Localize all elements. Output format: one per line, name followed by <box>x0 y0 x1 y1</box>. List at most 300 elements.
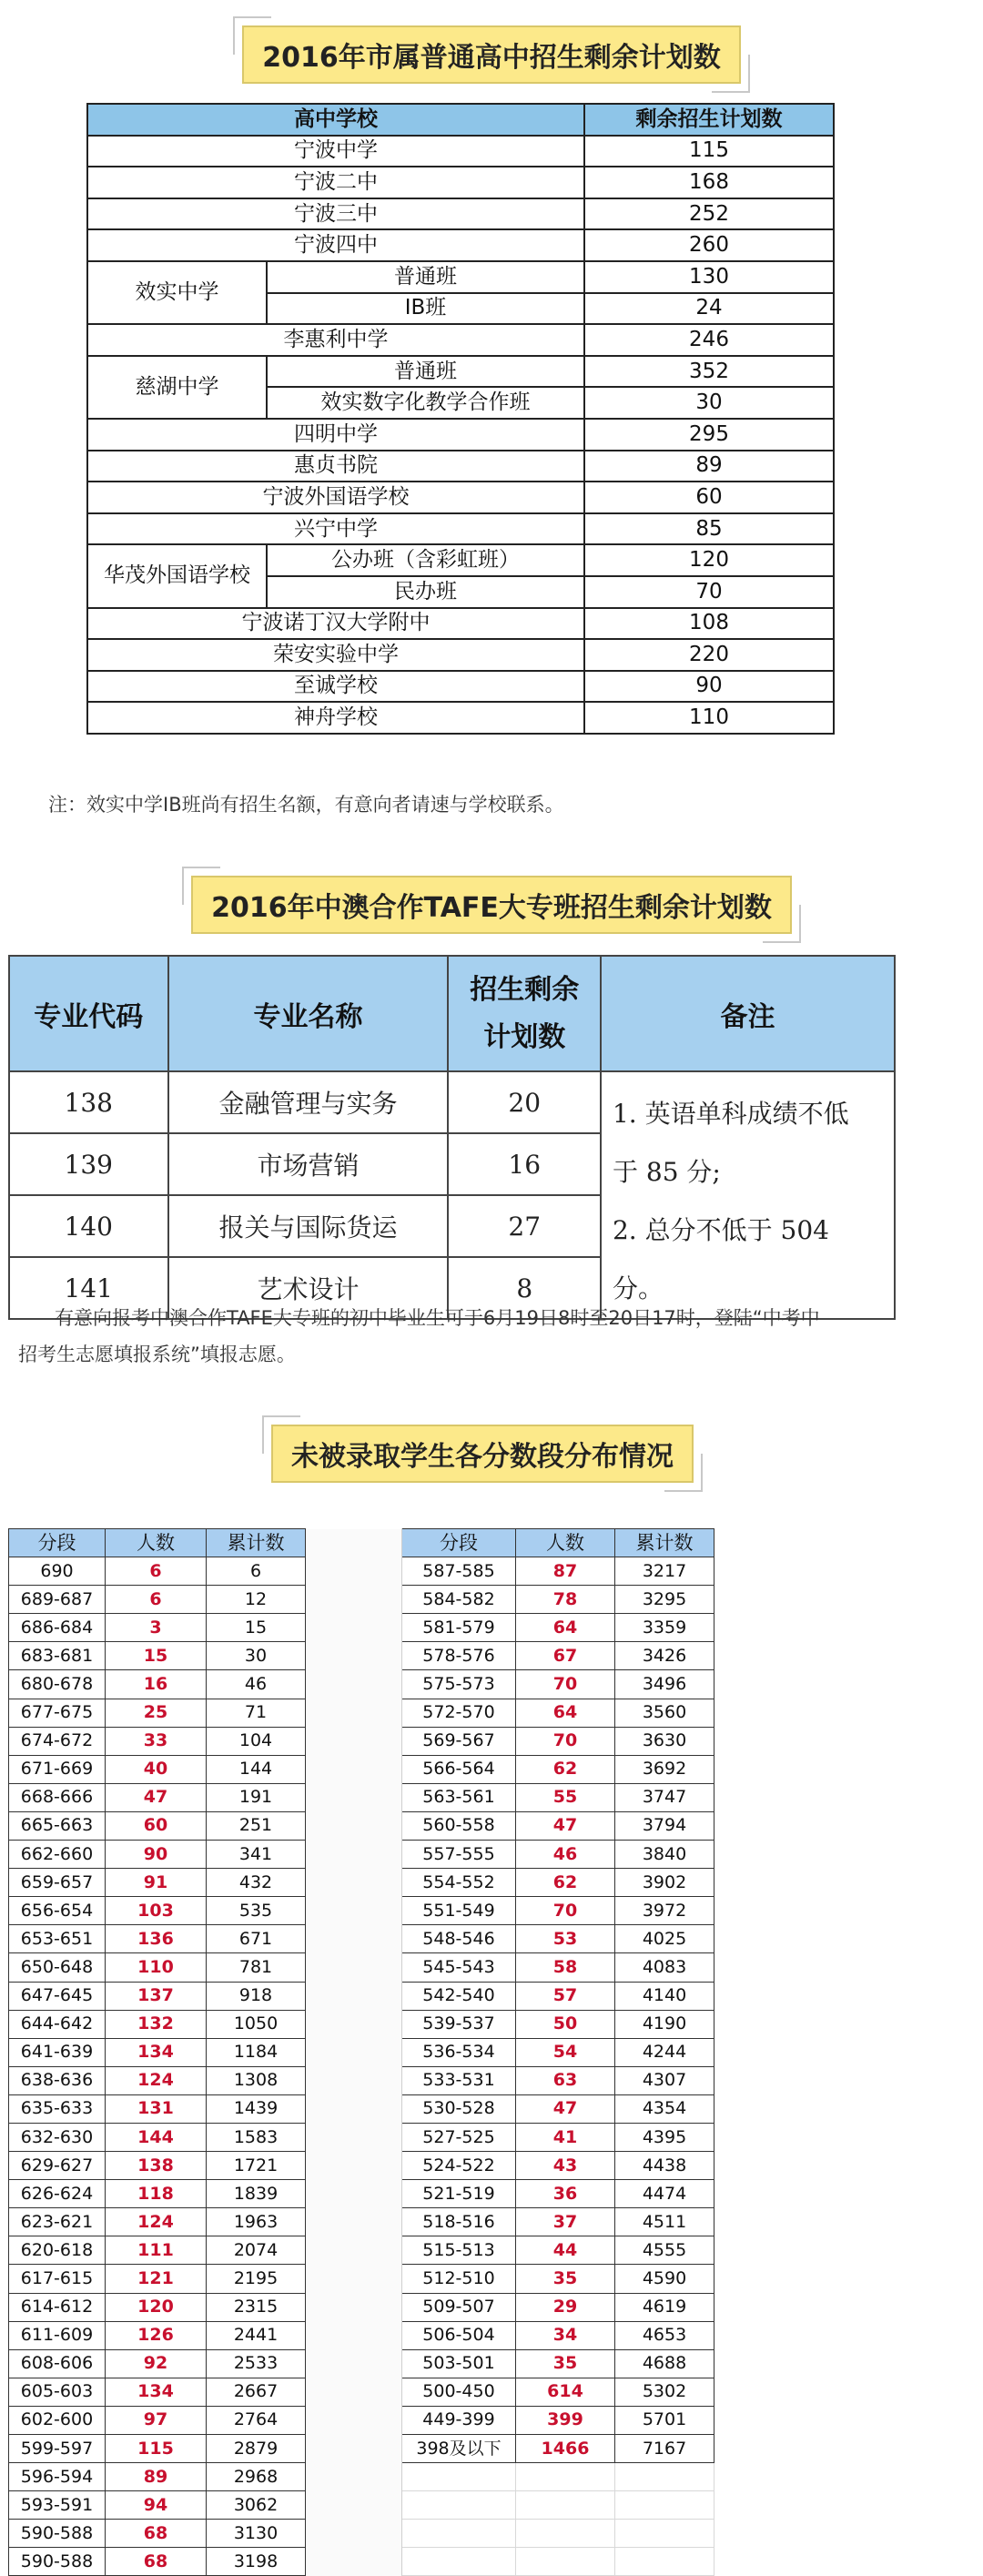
score-row <box>9 1925 714 1953</box>
empty-cell <box>402 2548 516 2576</box>
student-count: 37 <box>516 2208 615 2236</box>
gap-cell <box>306 2548 402 2576</box>
school-name: 兴宁中学 <box>87 513 584 545</box>
school-row <box>87 544 834 576</box>
score-range: 644-642 <box>9 2010 106 2038</box>
school-header: 高中学校 <box>87 104 584 136</box>
gap-cell <box>306 2066 402 2094</box>
score-row <box>9 2378 714 2406</box>
score-range: 557-555 <box>402 1841 516 1869</box>
cumulative-count: 3426 <box>615 1642 714 1670</box>
score-range: 551-549 <box>402 1897 516 1925</box>
score-range: 671-669 <box>9 1755 106 1783</box>
score-range: 617-615 <box>9 2265 106 2293</box>
section2-paragraph-cont <box>18 1336 974 1373</box>
student-count: 6 <box>106 1586 207 1614</box>
student-count: 94 <box>106 2491 207 2520</box>
score-row <box>9 2321 714 2349</box>
remaining-count: 246 <box>584 324 834 356</box>
cumulative-count: 1439 <box>207 2094 306 2123</box>
score-row <box>9 2265 714 2293</box>
score-row <box>9 2038 714 2066</box>
cumulative-count: 3747 <box>615 1783 714 1811</box>
score-range: 611-609 <box>9 2321 106 2349</box>
gap-cell <box>306 1897 402 1925</box>
gap-cell <box>306 2491 402 2520</box>
score-range: 647-645 <box>9 1982 106 2010</box>
class-type: 普通班 <box>267 261 584 293</box>
score-row <box>9 1783 714 1811</box>
student-count: 62 <box>516 1755 615 1783</box>
score-range: 620-618 <box>9 2236 106 2265</box>
student-count: 126 <box>106 2321 207 2349</box>
score-range: 398及以下 <box>402 2435 516 2463</box>
school-row <box>87 513 834 545</box>
student-count: 87 <box>516 1557 615 1586</box>
cumulative-count: 3794 <box>615 1811 714 1840</box>
empty-cell <box>516 2491 615 2520</box>
score-range: 527-525 <box>402 2123 516 2151</box>
gap-cell <box>306 1811 402 1840</box>
gap-cell <box>306 1841 402 1869</box>
student-count: 89 <box>106 2463 207 2491</box>
student-count: 1466 <box>516 2435 615 2463</box>
remaining-count: 252 <box>584 198 834 230</box>
student-count: 136 <box>106 1925 207 1953</box>
student-count: 399 <box>516 2406 615 2434</box>
score-range: 524-522 <box>402 2152 516 2180</box>
cumulative-count: 2968 <box>207 2463 306 2491</box>
empty-cell <box>516 2520 615 2548</box>
major-name: 报关与国际货运 <box>168 1195 449 1257</box>
gap-cell <box>306 2321 402 2349</box>
section1-title: 2016年市属普通高中招生剩余计划数 <box>242 25 741 84</box>
student-count: 67 <box>516 1642 615 1670</box>
score-distribution-table <box>8 1528 714 2576</box>
score-range: 521-519 <box>402 2180 516 2208</box>
cumulative-count: 5701 <box>615 2406 714 2434</box>
gap-cell <box>306 1783 402 1811</box>
student-count: 124 <box>106 2066 207 2094</box>
section1-banner-wrap <box>0 25 983 84</box>
cumulative-count: 144 <box>207 1755 306 1783</box>
cumulative-count: 7167 <box>615 2435 714 2463</box>
cumulative-count: 4653 <box>615 2321 714 2349</box>
score-distribution-body <box>9 1557 714 2576</box>
major-name: 市场营销 <box>168 1133 449 1195</box>
student-count: 90 <box>106 1841 207 1869</box>
student-count: 16 <box>106 1670 207 1699</box>
student-count: 70 <box>516 1670 615 1699</box>
cumulative-count: 4025 <box>615 1925 714 1953</box>
right-total-header: 累计数 <box>615 1529 714 1557</box>
student-count: 57 <box>516 1982 615 2010</box>
score-range: 566-564 <box>402 1755 516 1783</box>
cumulative-count: 4083 <box>615 1953 714 1982</box>
cumulative-count: 1583 <box>207 2123 306 2151</box>
gap-cell <box>306 2123 402 2151</box>
school-name: 效实中学 <box>87 261 267 324</box>
gap-cell <box>306 2236 402 2265</box>
score-range: 677-675 <box>9 1699 106 1727</box>
score-row <box>9 2236 714 2265</box>
score-range: 641-639 <box>9 2038 106 2066</box>
score-range: 662-660 <box>9 1841 106 1869</box>
remaining-count: 260 <box>584 229 834 261</box>
cumulative-count: 4140 <box>615 1982 714 2010</box>
student-count: 118 <box>106 2180 207 2208</box>
school-name: 惠贞书院 <box>87 451 584 482</box>
remaining-count: 168 <box>584 167 834 198</box>
cumulative-count: 4619 <box>615 2293 714 2321</box>
cumulative-count: 3295 <box>615 1586 714 1614</box>
score-range: 548-546 <box>402 1925 516 1953</box>
student-count: 35 <box>516 2349 615 2378</box>
major-code: 139 <box>9 1133 168 1195</box>
school-row <box>87 482 834 513</box>
score-range: 512-510 <box>402 2265 516 2293</box>
student-count: 78 <box>516 1586 615 1614</box>
student-count: 137 <box>106 1982 207 2010</box>
score-row <box>9 1953 714 1982</box>
cumulative-count: 3198 <box>207 2548 306 2576</box>
school-name: 宁波三中 <box>87 198 584 230</box>
student-count: 47 <box>106 1783 207 1811</box>
student-count: 64 <box>516 1614 615 1642</box>
gap-cell <box>306 1699 402 1727</box>
cumulative-count: 3496 <box>615 1670 714 1699</box>
student-count: 54 <box>516 2038 615 2066</box>
cumulative-count: 3840 <box>615 1841 714 1869</box>
cumulative-count: 4511 <box>615 2208 714 2236</box>
score-row <box>9 2094 714 2123</box>
school-row <box>87 198 834 230</box>
student-count: 47 <box>516 2094 615 2123</box>
score-range: 683-681 <box>9 1642 106 1670</box>
cumulative-count: 46 <box>207 1670 306 1699</box>
remaining-count: 352 <box>584 356 834 388</box>
student-count: 6 <box>106 1557 207 1586</box>
code-header: 专业代码 <box>9 956 168 1071</box>
cumulative-count: 71 <box>207 1699 306 1727</box>
student-count: 115 <box>106 2435 207 2463</box>
cumulative-count: 251 <box>207 1811 306 1840</box>
empty-cell <box>402 2491 516 2520</box>
empty-cell <box>402 2463 516 2491</box>
score-range: 593-591 <box>9 2491 106 2520</box>
cumulative-count: 671 <box>207 1925 306 1953</box>
gap-cell <box>306 1953 402 1982</box>
score-range: 515-513 <box>402 2236 516 2265</box>
student-count: 97 <box>106 2406 207 2434</box>
score-row <box>9 1614 714 1642</box>
score-row <box>9 2123 714 2151</box>
cumulative-count: 341 <box>207 1841 306 1869</box>
section2-paragraph-line2: 招考生志愿填报系统”填报志愿。 <box>18 1344 296 1365</box>
class-type: 民办班 <box>267 576 584 608</box>
school-name: 荣安实验中学 <box>87 639 584 671</box>
school-row <box>87 356 834 388</box>
score-range: 686-684 <box>9 1614 106 1642</box>
student-count: 68 <box>106 2548 207 2576</box>
school-name: 华茂外国语学校 <box>87 544 267 607</box>
cumulative-count: 4555 <box>615 2236 714 2265</box>
section2-banner-wrap <box>0 876 983 934</box>
plan-header <box>448 956 601 1071</box>
score-range: 536-534 <box>402 2038 516 2066</box>
score-range: 668-666 <box>9 1783 106 1811</box>
score-range: 665-663 <box>9 1811 106 1840</box>
score-row <box>9 2349 714 2378</box>
score-range: 584-582 <box>402 1586 516 1614</box>
left-total-header: 累计数 <box>207 1529 306 1557</box>
remaining-count: 24 <box>584 293 834 325</box>
cumulative-count: 2879 <box>207 2435 306 2463</box>
student-count: 40 <box>106 1755 207 1783</box>
score-range: 500-450 <box>402 2378 516 2406</box>
score-range: 503-501 <box>402 2349 516 2378</box>
score-range: 608-606 <box>9 2349 106 2378</box>
score-range: 530-528 <box>402 2094 516 2123</box>
student-count: 60 <box>106 1811 207 1840</box>
student-count: 614 <box>516 2378 615 2406</box>
gap-cell <box>306 2520 402 2548</box>
score-range: 659-657 <box>9 1869 106 1897</box>
remark-line: 1. 英语单科成绩不低 <box>612 1099 849 1129</box>
major-row <box>9 1071 895 1133</box>
cumulative-count: 12 <box>207 1586 306 1614</box>
cumulative-count: 3359 <box>615 1614 714 1642</box>
score-range: 449-399 <box>402 2406 516 2434</box>
section3-title: 未被录取学生各分数段分布情况 <box>271 1425 694 1483</box>
cumulative-count: 1963 <box>207 2208 306 2236</box>
score-range: 638-636 <box>9 2066 106 2094</box>
major-code: 138 <box>9 1071 168 1133</box>
score-range: 560-558 <box>402 1811 516 1840</box>
gap-cell <box>306 2435 402 2463</box>
empty-cell <box>516 2463 615 2491</box>
cumulative-count: 918 <box>207 1982 306 2010</box>
cumulative-count: 4395 <box>615 2123 714 2151</box>
remaining-count: 120 <box>584 544 834 576</box>
student-count: 35 <box>516 2265 615 2293</box>
cumulative-count: 15 <box>207 1614 306 1642</box>
cumulative-count: 4244 <box>615 2038 714 2066</box>
gap-cell <box>306 1869 402 1897</box>
empty-cell <box>615 2491 714 2520</box>
score-row <box>9 1897 714 1925</box>
student-count: 33 <box>106 1727 207 1755</box>
school-row <box>87 671 834 703</box>
student-count: 111 <box>106 2236 207 2265</box>
school-row <box>87 229 834 261</box>
empty-cell <box>615 2548 714 2576</box>
plan-header-line1: 招生剩余 <box>470 973 580 1006</box>
major-header: 专业名称 <box>168 956 449 1071</box>
right-range-header: 分段 <box>402 1529 516 1557</box>
remaining-count: 130 <box>584 261 834 293</box>
student-count: 144 <box>106 2123 207 2151</box>
score-row <box>9 1699 714 1727</box>
section2-paragraph <box>18 1300 974 1336</box>
score-range: 506-504 <box>402 2321 516 2349</box>
gap-cell <box>306 2406 402 2434</box>
cumulative-count: 4474 <box>615 2180 714 2208</box>
gap-cell <box>306 2152 402 2180</box>
cumulative-count: 6 <box>207 1557 306 1586</box>
score-range: 690 <box>9 1557 106 1586</box>
score-range: 539-537 <box>402 2010 516 2038</box>
score-range: 614-612 <box>9 2293 106 2321</box>
cumulative-count: 1839 <box>207 2180 306 2208</box>
gap-cell <box>306 1642 402 1670</box>
student-count: 120 <box>106 2293 207 2321</box>
gap-cell <box>306 2010 402 2038</box>
student-count: 134 <box>106 2038 207 2066</box>
score-row <box>9 2208 714 2236</box>
remaining-count: 110 <box>584 702 834 734</box>
score-row <box>9 1841 714 1869</box>
score-row <box>9 1869 714 1897</box>
gap-cell <box>306 1982 402 2010</box>
score-range: 599-597 <box>9 2435 106 2463</box>
student-count: 68 <box>106 2520 207 2548</box>
gap-cell <box>306 2293 402 2321</box>
student-count: 132 <box>106 2010 207 2038</box>
score-range: 581-579 <box>402 1614 516 1642</box>
student-count: 70 <box>516 1897 615 1925</box>
cumulative-count: 4590 <box>615 2265 714 2293</box>
score-range: 653-651 <box>9 1925 106 1953</box>
student-count: 134 <box>106 2378 207 2406</box>
cumulative-count: 1721 <box>207 2152 306 2180</box>
remaining-count: 89 <box>584 451 834 482</box>
left-range-header: 分段 <box>9 1529 106 1557</box>
cumulative-count: 781 <box>207 1953 306 1982</box>
score-row <box>9 1727 714 1755</box>
remaining-count: 220 <box>584 639 834 671</box>
student-count: 44 <box>516 2236 615 2265</box>
school-name: 慈湖中学 <box>87 356 267 419</box>
empty-cell <box>615 2463 714 2491</box>
score-range: 635-633 <box>9 2094 106 2123</box>
student-count: 92 <box>106 2349 207 2378</box>
school-name: 四明中学 <box>87 419 584 451</box>
score-row <box>9 2548 714 2576</box>
score-range: 626-624 <box>9 2180 106 2208</box>
cumulative-count: 2315 <box>207 2293 306 2321</box>
school-name: 李惠利中学 <box>87 324 584 356</box>
score-row <box>9 1586 714 1614</box>
school-name: 至诚学校 <box>87 671 584 703</box>
cumulative-count: 5302 <box>615 2378 714 2406</box>
cumulative-count: 3062 <box>207 2491 306 2520</box>
remark-line: 分。 <box>612 1273 664 1303</box>
section2-paragraph-line1: 有意向报考中澳合作TAFE大专班的初中毕业生可于6月19日8时至20日17时，登陆“中考中 <box>55 1307 820 1329</box>
cumulative-count: 2764 <box>207 2406 306 2434</box>
student-count: 50 <box>516 2010 615 2038</box>
score-row <box>9 2491 714 2520</box>
remaining-count: 30 <box>584 387 834 419</box>
student-count: 36 <box>516 2180 615 2208</box>
remaining-count: 295 <box>584 419 834 451</box>
score-range: 650-648 <box>9 1953 106 1982</box>
score-row <box>9 2435 714 2463</box>
gap-cell <box>306 1925 402 1953</box>
empty-cell <box>402 2520 516 2548</box>
student-count: 121 <box>106 2265 207 2293</box>
plan-header-line2: 计划数 <box>483 1020 566 1053</box>
school-name: 神舟学校 <box>87 702 584 734</box>
major-plan: 8 <box>448 1257 601 1319</box>
remark-line: 于 85 分; <box>612 1157 721 1187</box>
remark-line: 2. 总分不低于 504 <box>612 1215 829 1245</box>
class-type: 效实数字化教学合作班 <box>267 387 584 419</box>
cumulative-count: 30 <box>207 1642 306 1670</box>
score-range: 545-543 <box>402 1953 516 1982</box>
student-count: 3 <box>106 1614 207 1642</box>
remaining-count: 108 <box>584 608 834 640</box>
score-range: 602-600 <box>9 2406 106 2434</box>
student-count: 124 <box>106 2208 207 2236</box>
school-row <box>87 261 834 293</box>
gap-cell <box>306 2349 402 2378</box>
score-range: 563-561 <box>402 1783 516 1811</box>
cumulative-count: 3972 <box>615 1897 714 1925</box>
student-count: 15 <box>106 1642 207 1670</box>
cumulative-count: 3217 <box>615 1557 714 1586</box>
gap-cell <box>306 1586 402 1614</box>
gap-cell <box>306 1557 402 1586</box>
school-row <box>87 324 834 356</box>
student-count: 63 <box>516 2066 615 2094</box>
student-count: 53 <box>516 1925 615 1953</box>
cumulative-count: 432 <box>207 1869 306 1897</box>
cumulative-count: 2533 <box>207 2349 306 2378</box>
remark-header: 备注 <box>601 956 895 1071</box>
school-name: 宁波二中 <box>87 167 584 198</box>
major-name: 金融管理与实务 <box>168 1071 449 1133</box>
score-row <box>9 2463 714 2491</box>
tafe-plan-body <box>9 1071 895 1319</box>
cumulative-count: 3902 <box>615 1869 714 1897</box>
cumulative-count: 3692 <box>615 1755 714 1783</box>
student-count: 58 <box>516 1953 615 1982</box>
score-row <box>9 2180 714 2208</box>
score-row <box>9 2152 714 2180</box>
cumulative-count: 535 <box>207 1897 306 1925</box>
school-row <box>87 639 834 671</box>
school-name: 宁波外国语学校 <box>87 482 584 513</box>
cumulative-count: 3560 <box>615 1699 714 1727</box>
student-count: 55 <box>516 1783 615 1811</box>
score-row <box>9 2066 714 2094</box>
cumulative-count: 191 <box>207 1783 306 1811</box>
major-plan: 27 <box>448 1195 601 1257</box>
section1-note: 注：效实中学IB班尚有招生名额，有意向者请速与学校联系。 <box>48 794 564 816</box>
score-range: 632-630 <box>9 2123 106 2151</box>
remaining-count: 60 <box>584 482 834 513</box>
gap-cell <box>306 2208 402 2236</box>
cumulative-count: 4438 <box>615 2152 714 2180</box>
gap-cell <box>306 2463 402 2491</box>
remaining-count: 70 <box>584 576 834 608</box>
student-count: 34 <box>516 2321 615 2349</box>
school-row <box>87 419 834 451</box>
school-name: 宁波诺丁汉大学附中 <box>87 608 584 640</box>
student-count: 47 <box>516 1811 615 1840</box>
section3-banner-wrap <box>0 1425 983 1483</box>
